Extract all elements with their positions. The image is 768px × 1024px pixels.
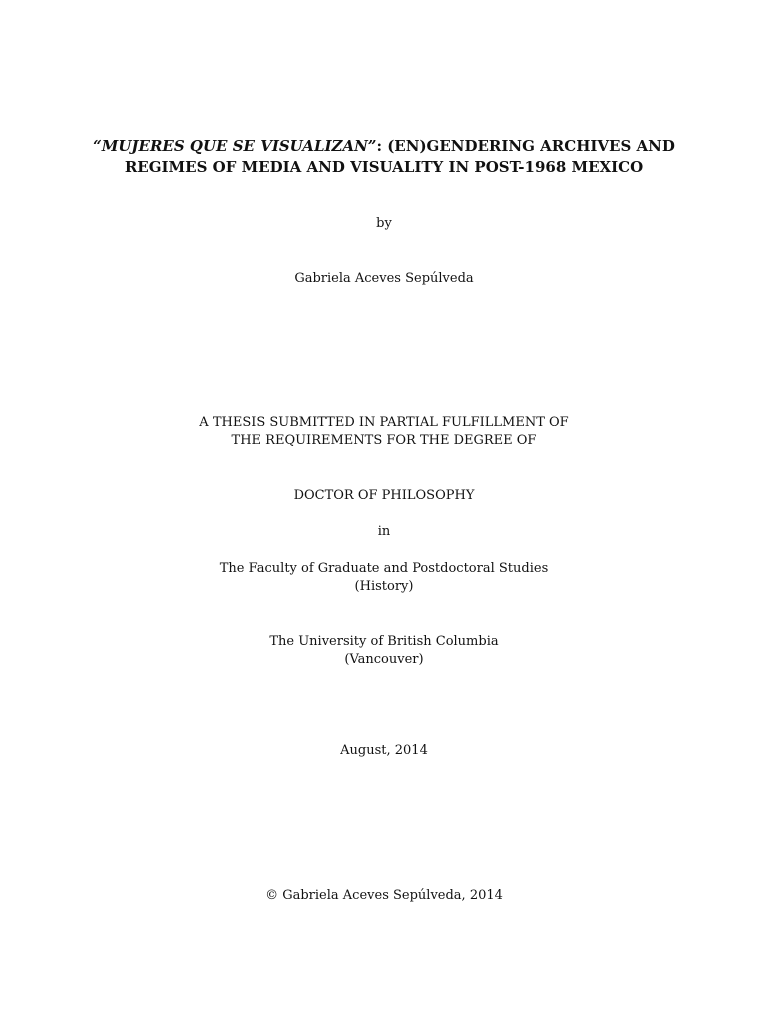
title-italic-part: “MUJERES QUE SE VISUALIZAN”	[93, 137, 377, 155]
university-line-1: The University of British Columbia	[269, 634, 499, 649]
submission-date: August, 2014	[340, 743, 428, 758]
by-label: by	[376, 216, 392, 231]
title-rest-part: : (EN)GENDERING ARCHIVES AND	[376, 137, 675, 155]
thesis-title-line-2: REGIMES OF MEDIA AND VISUALITY IN POST-1968 MEXICO	[124, 158, 644, 176]
degree-name: DOCTOR OF PHILOSOPHY	[293, 488, 475, 503]
in-label: in	[377, 524, 391, 539]
copyright-notice: © Gabriela Aceves Sepúlveda, 2014	[265, 888, 503, 903]
faculty-line-2: (History)	[354, 579, 414, 594]
thesis-title-line-1	[0, 136, 768, 157]
thesis-statement-line-2: THE REQUIREMENTS FOR THE DEGREE OF	[231, 433, 537, 448]
faculty-line-1: The Faculty of Graduate and Postdoctoral Studies	[219, 561, 549, 576]
university-line-2: (Vancouver)	[344, 652, 424, 667]
thesis-statement-line-1: A THESIS SUBMITTED IN PARTIAL FULFILLMENT OF	[199, 415, 569, 430]
author-name: Gabriela Aceves Sepúlveda	[294, 271, 474, 286]
